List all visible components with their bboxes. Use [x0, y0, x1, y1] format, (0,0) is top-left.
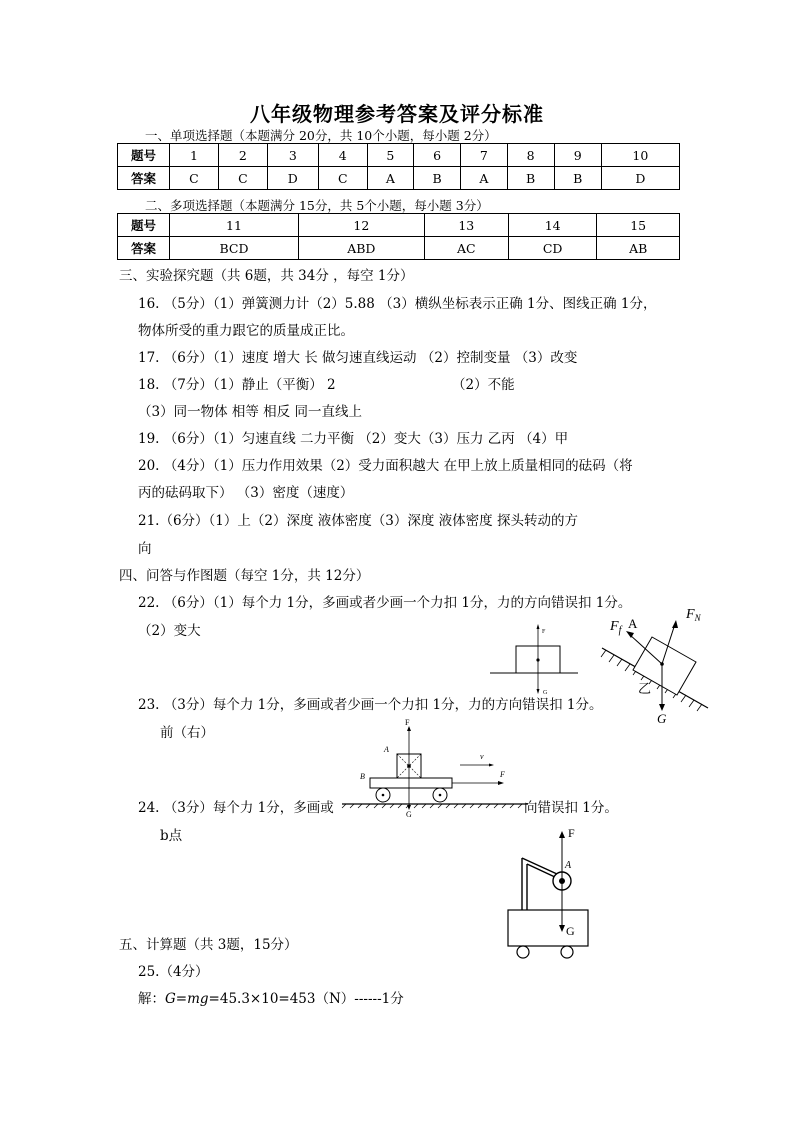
table-cell: D: [601, 167, 679, 190]
q20-line2: 丙的砝码取下） （3）密度（速度）: [138, 485, 354, 501]
row-label: 题号: [118, 214, 170, 237]
arrow-head: [537, 624, 540, 629]
solution-formula: G=mg: [165, 991, 209, 1007]
label-ff: [609, 619, 623, 636]
label-g: G: [566, 924, 575, 938]
crane-body: [508, 910, 588, 946]
q19-line: 19. （6分）（1）匀速直线 二力平衡 （2）变大（3）压力 乙丙 （4）甲: [138, 431, 569, 447]
wheel-hub: [382, 794, 385, 797]
arrow-head: [537, 689, 540, 694]
label-f-up: F: [405, 718, 410, 727]
section2-table: [117, 213, 680, 260]
section3-heading: 三、实验探究题（共 6题，共 34分 ，每空 1分）: [119, 268, 414, 284]
q18-line2: （3）同一物体 相等 相反 同一直线上: [138, 404, 362, 420]
label-g: G: [406, 810, 412, 819]
table-cell: A: [367, 167, 413, 190]
label-fn: [685, 607, 702, 623]
table-row: [118, 237, 680, 260]
table-cell: ABD: [298, 237, 424, 260]
q18-line1: 18. （7分）（1）静止（平衡） 2: [138, 377, 336, 393]
table-cell: 12: [298, 214, 424, 237]
label-f: F: [542, 629, 546, 635]
q25-solution: [138, 987, 404, 1007]
q22-line1: 22. （6分）（1）每个力 1分，多画或者少画一个力扣 1分，力的方向错误扣 1分。: [138, 595, 632, 611]
q24-line1-end: 向错误扣 1分。: [524, 800, 618, 816]
arrow-head: [672, 620, 678, 628]
section1-table: [117, 143, 680, 190]
label-ff-sub: f: [618, 625, 622, 636]
wheel-left: [517, 946, 529, 958]
label-f-right: F: [500, 770, 505, 779]
label-a: A: [628, 616, 638, 631]
q16-line2: 物体所受的重力跟它的质量成正比。: [138, 323, 354, 339]
table-cell: CD: [508, 237, 597, 260]
table-cell: 8: [507, 144, 554, 167]
figure-cart: [340, 715, 530, 820]
solution-prefix: 解：: [138, 991, 165, 1007]
arrow-head: [659, 704, 665, 711]
section1-heading: 一、单项选择题（本题满分 20分，共 10个小题，每小题 2分）: [145, 128, 497, 143]
table-row: [118, 167, 680, 190]
label-g: G: [657, 711, 667, 726]
label-fn-sub: N: [694, 613, 701, 623]
table-cell: 9: [554, 144, 601, 167]
arrow-head: [498, 781, 504, 785]
wheel-right: [561, 946, 573, 958]
table-cell: B: [414, 167, 461, 190]
q21-line1: 21.（6分）（1）上（2）深度 液体密度（3）深度 液体密度 探头转动的方: [138, 513, 578, 529]
table-cell: AB: [597, 237, 680, 260]
section4-heading: 四、问答与作图题（每空 1分，共 12分）: [119, 568, 370, 584]
wheel-hub: [439, 794, 442, 797]
table-cell: AC: [424, 237, 508, 260]
label-g: G: [543, 690, 548, 696]
table-cell: 11: [170, 214, 299, 237]
table-cell: 3: [267, 144, 318, 167]
label-a: A: [565, 860, 572, 871]
row-label: 题号: [118, 144, 170, 167]
table-cell: 4: [318, 144, 367, 167]
row-label: 答案: [118, 237, 170, 260]
q25-line: 25.（4分）: [138, 964, 209, 980]
label-fn-main: F: [686, 607, 695, 622]
q24-line1: 24. （3分）每个力 1分，多画或: [138, 800, 334, 816]
arrow-head: [559, 831, 565, 838]
table-cell: 2: [218, 144, 267, 167]
q21-line2: 向: [138, 541, 152, 557]
section2-heading: 二、多项选择题（本题满分 15分，共 5个小题，每小题 3分）: [145, 198, 489, 213]
table-cell: C: [318, 167, 367, 190]
table-cell: B: [507, 167, 554, 190]
label-b: B: [360, 772, 365, 781]
table-cell: 1: [170, 144, 219, 167]
figure-crane: [500, 822, 600, 967]
table-row: [118, 144, 680, 167]
figure-incline: [598, 600, 718, 730]
table-cell: C: [170, 167, 219, 190]
q16-line1: 16. （5分）（1）弹簧测力计（2）5.88 （3）横纵坐标表示正确 1分、图线正确 1分，: [138, 296, 657, 312]
figure-block-on-ground: [490, 616, 590, 701]
q22-line2: （2）变大: [138, 623, 201, 639]
page-title: 八年级物理参考答案及评分标准: [250, 102, 544, 126]
board-b: [370, 778, 452, 788]
row-label: 答案: [118, 167, 170, 190]
table-cell: BCD: [170, 237, 299, 260]
section5-heading: 五、计算题（共 3题，15分）: [119, 937, 298, 953]
label-yi: 乙: [638, 681, 652, 696]
solution-result: =45.3×10=453（N）------1分: [208, 991, 404, 1007]
label-v: v: [480, 752, 484, 761]
table-cell: 13: [424, 214, 508, 237]
table-cell: 15: [597, 214, 680, 237]
q17-line: 17. （6分）（1）速度 增大 长 做匀速直线运动 （2）控制变量 （3）改变: [138, 350, 578, 366]
q23-line2: 前（右）: [160, 725, 214, 741]
table-cell: 14: [508, 214, 597, 237]
table-row: [118, 214, 680, 237]
q20-line1: 20. （4分）（1）压力作用效果（2）受力面积越大 在甲上放上质量相同的砝码（将: [138, 458, 633, 474]
q18-line1-b: （2）不能: [452, 377, 515, 393]
table-cell: D: [267, 167, 318, 190]
table-cell: 10: [601, 144, 679, 167]
table-cell: B: [554, 167, 601, 190]
table-cell: A: [461, 167, 507, 190]
label-ff-main: F: [610, 619, 619, 634]
table-cell: C: [218, 167, 267, 190]
label-a: A: [384, 745, 389, 754]
q24-line2: b点: [160, 828, 183, 844]
table-cell: 7: [461, 144, 507, 167]
label-f: F: [568, 826, 575, 840]
table-cell: 6: [414, 144, 461, 167]
arrow-head: [489, 764, 494, 767]
crane-arm: [527, 864, 557, 878]
q23-line1: 23. （3分）每个力 1分，多画或者少画一个力扣 1分，力的方向错误扣 1分。: [138, 697, 603, 713]
table-cell: 5: [367, 144, 413, 167]
